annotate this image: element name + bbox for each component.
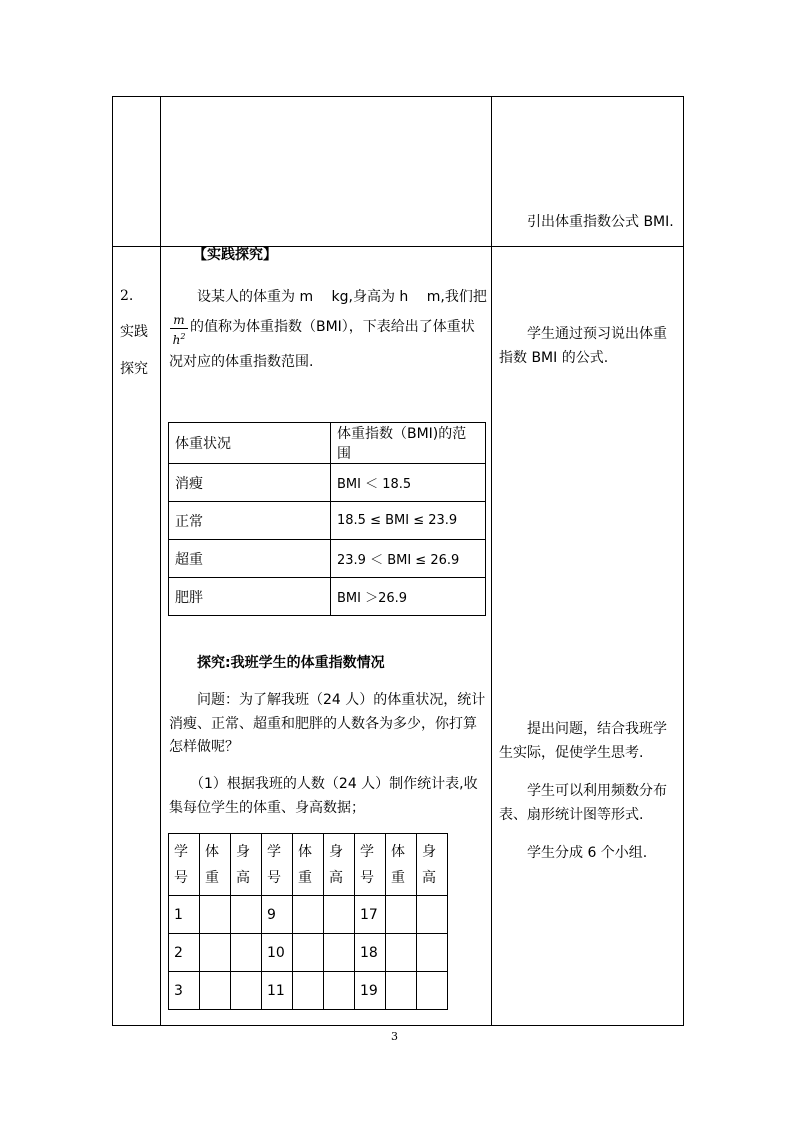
weight-cell — [386, 972, 417, 1010]
fraction-denominator: $h^2$ — [172, 332, 186, 347]
question-line2: 消瘦、正常、超重和肥胖的人数各为多少，你打算 — [169, 716, 477, 732]
question-line3: 怎样做呢？ — [169, 739, 239, 755]
explore-title: 探究:我班学生的体重指数情况 — [197, 655, 385, 671]
student-id-cell: 2 — [169, 934, 200, 972]
student-id-cell: 17 — [355, 896, 386, 934]
bmi-status-cell: 肥胖 — [169, 578, 331, 616]
height-cell — [231, 934, 262, 972]
header-height: 身 高 — [417, 834, 448, 896]
student-id-cell: 3 — [169, 972, 200, 1010]
bmi-range-cell: BMI ＜ 18.5 — [331, 464, 486, 502]
header-weight: 体 重 — [200, 834, 231, 896]
bmi-range-cell: BMI ＞26.9 — [331, 578, 486, 616]
question-line1: 问题：为了解我班（24 人）的体重状况，统计 — [197, 692, 486, 708]
weight-cell — [200, 934, 231, 972]
table-row — [169, 578, 486, 616]
student-id-cell: 11 — [262, 972, 293, 1010]
header-height: 身 高 — [231, 834, 262, 896]
bmi-status-cell: 正常 — [169, 502, 331, 540]
table-row — [169, 540, 486, 578]
right-note-1-line1: 学生通过预习说出体重 — [527, 326, 667, 342]
weight-cell — [293, 972, 324, 1010]
student-id-cell: 18 — [355, 934, 386, 972]
intro-line3: 况对应的体重指数范围. — [169, 354, 314, 370]
student-id-cell: 10 — [262, 934, 293, 972]
weight-cell — [386, 934, 417, 972]
weight-cell — [293, 934, 324, 972]
bmi-fraction — [170, 313, 188, 347]
table-row — [169, 464, 486, 502]
bmi-status-cell: 超重 — [169, 540, 331, 578]
right-note-4: 学生分成 6 个小组. — [527, 845, 648, 861]
bmi-range-table — [168, 422, 486, 616]
weight-cell — [200, 972, 231, 1010]
table-divider-col2 — [491, 96, 492, 1026]
height-cell — [324, 934, 355, 972]
bmi-header-status: 体重状况 — [169, 423, 331, 464]
section-heading: 【实践探究】 — [193, 247, 277, 263]
intro-line1: 设某人的体重为 m kg,身高为 h m,我们把 — [197, 289, 487, 305]
weight-cell — [200, 896, 231, 934]
bmi-status-cell: 消瘦 — [169, 464, 331, 502]
step1-line2: 集每位学生的体重、身高数据； — [169, 800, 365, 816]
weight-cell — [293, 896, 324, 934]
table-row — [169, 896, 448, 934]
right-note-3-line2: 表、扇形统计图等形式. — [499, 807, 644, 823]
height-cell — [417, 934, 448, 972]
student-id-cell: 9 — [262, 896, 293, 934]
fraction-bar — [170, 328, 188, 329]
height-cell — [417, 896, 448, 934]
step1-line1: （1）根据我班的人数（24 人）制作统计表,收 — [190, 776, 478, 792]
table-row — [169, 502, 486, 540]
header-student-id: 学 号 — [169, 834, 200, 896]
weight-cell — [386, 896, 417, 934]
table-border-right — [683, 96, 684, 1026]
height-cell — [231, 896, 262, 934]
bmi-range-cell: 23.9 ＜ BMI ≤ 26.9 — [331, 540, 486, 578]
right-note-3-line1: 学生可以利用频数分布 — [527, 783, 667, 799]
table-header-row — [169, 834, 448, 896]
table-row — [169, 934, 448, 972]
height-cell — [324, 972, 355, 1010]
section-title-line1: 实践 — [120, 324, 148, 340]
fraction-numerator: m — [173, 313, 185, 327]
bmi-range-cell: 18.5 ≤ BMI ≤ 23.9 — [331, 502, 486, 540]
height-cell — [417, 972, 448, 1010]
table-border-left — [112, 96, 113, 1026]
right-note-1-line2: 指数 BMI 的公式. — [499, 350, 609, 366]
header-height: 身 高 — [324, 834, 355, 896]
row1-right-note: 引出体重指数公式 BMI. — [527, 214, 674, 230]
section-number: 2. — [120, 288, 134, 304]
height-cell — [324, 896, 355, 934]
student-id-cell: 1 — [169, 896, 200, 934]
page-number: 3 — [391, 1030, 398, 1043]
header-student-id: 学 号 — [262, 834, 293, 896]
section-title-line2: 探究 — [120, 361, 148, 377]
bmi-header-range: 体重指数（BMI)的范围 — [331, 423, 486, 464]
header-weight: 体 重 — [293, 834, 324, 896]
table-border-bottom — [112, 1025, 684, 1026]
header-weight: 体 重 — [386, 834, 417, 896]
table-row — [169, 972, 448, 1010]
table-border-top — [112, 96, 684, 97]
intro-line2: 的值称为体重指数（BMI），下表给出了体重状 — [190, 319, 475, 335]
height-cell — [231, 972, 262, 1010]
table-divider-col1 — [160, 96, 161, 1026]
right-note-2-line1: 提出问题，结合我班学 — [527, 721, 667, 737]
table-header-row — [169, 423, 486, 464]
student-data-table — [168, 833, 448, 1010]
student-id-cell: 19 — [355, 972, 386, 1010]
header-student-id: 学 号 — [355, 834, 386, 896]
right-note-2-line2: 生实际，促使学生思考. — [499, 745, 644, 761]
